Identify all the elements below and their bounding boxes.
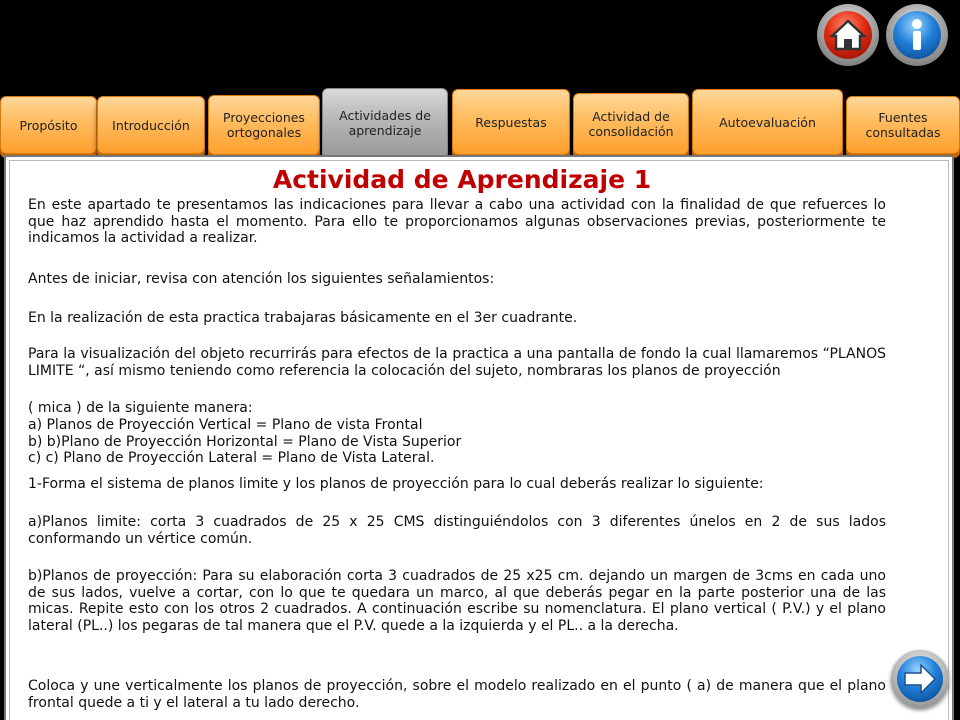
info-button[interactable] [886, 4, 948, 66]
list-item: b) b)Plano de Proyección Horizontal = Plano de Vista Superior [28, 433, 462, 450]
home-button[interactable] [817, 4, 879, 66]
info-icon [893, 11, 941, 59]
tab-respuestas[interactable]: Respuestas [452, 89, 570, 155]
tab-proposito[interactable]: Propósito [0, 96, 97, 154]
step-1-paragraph: 1-Forma el sistema de planos limite y los planos de proyección para lo cual deberás realizar lo siguiente: [28, 476, 764, 492]
step-a-paragraph: a)Planos limite: corta 3 cuadrados de 25 x 25 CMS distinguiéndolos con 3 diferentes únelos en 2 de sus lados conformando un vértice común. [28, 514, 886, 547]
visualization-paragraph: Para la visualización del objeto recurrirás para efectos de la practica a una pantalla de fondo la cual llamaremos “PLANOS LIMITE “, así mismo teniendo como referencia la colocación del sujeto, nombraras los planos de proyección [28, 346, 886, 379]
list-item: c) c) Plano de Proyección Lateral = Plano de Vista Lateral. [28, 450, 435, 466]
arrow-right-icon [897, 656, 943, 702]
next-button[interactable] [891, 650, 949, 708]
mica-line: ( mica ) de la siguiente manera: [28, 400, 253, 416]
intro-paragraph: En este apartado te presentamos las indicaciones para llevar a cabo una actividad con la finalidad de que refuerces lo que haz aprendido hasta el momento. Para ello te proporcionamos algunas observaciones previas, posteriormente te indicamos la actividad a realizar. [28, 197, 886, 246]
tab-autoevaluacion[interactable]: Autoevaluación [692, 89, 843, 155]
tab-fuentes-consultadas[interactable]: Fuentes consultadas [846, 96, 960, 154]
planes-list [28, 417, 886, 467]
instructions-heading: Antes de iniciar, revisa con atención los siguientes señalamientos: [28, 271, 495, 287]
list-item: a) Planos de Proyección Vertical = Plano de vista Frontal [28, 417, 423, 433]
tab-actividades-de-aprendizaje[interactable]: Actividades de aprendizaje [322, 88, 448, 158]
home-icon [824, 11, 872, 59]
quadrant-note: En la realización de esta practica trabajaras básicamente en el 3er cuadrante. [28, 310, 578, 326]
step-b-paragraph: b)Planos de proyección: Para su elaboración corta 3 cuadrados de 25 x25 cm. dejando un margen de 3cms en cada uno de sus lados, vuelve a cortar, con lo que te quedara un marco, al que deberás pegar en la parte posterior una de las micas. Repite esto con los otros 2 cuadrados. A continuación escribe su nomenclatura. El plano vertical ( P.V.) y el plano lateral (PL..) los pegaras de tal manera que el P.V. quede a la izquierda y el PL.. a la derecha. [28, 568, 886, 634]
final-paragraph: Coloca y une verticalmente los planos de proyección, sobre el modelo realizado en el punto ( a) de manera que el plano frontal quede a ti y el lateral a tu lado derecho. [28, 678, 886, 711]
page-title: Actividad de Aprendizaje 1 [272, 165, 652, 194]
tab-proyecciones-ortogonales[interactable]: Proyecciones ortogonales [208, 95, 320, 155]
tab-introduccion[interactable]: Introducción [97, 96, 205, 154]
content-panel [4, 155, 954, 720]
tab-actividad-de-consolidacion[interactable]: Actividad de consolidación [573, 93, 689, 155]
